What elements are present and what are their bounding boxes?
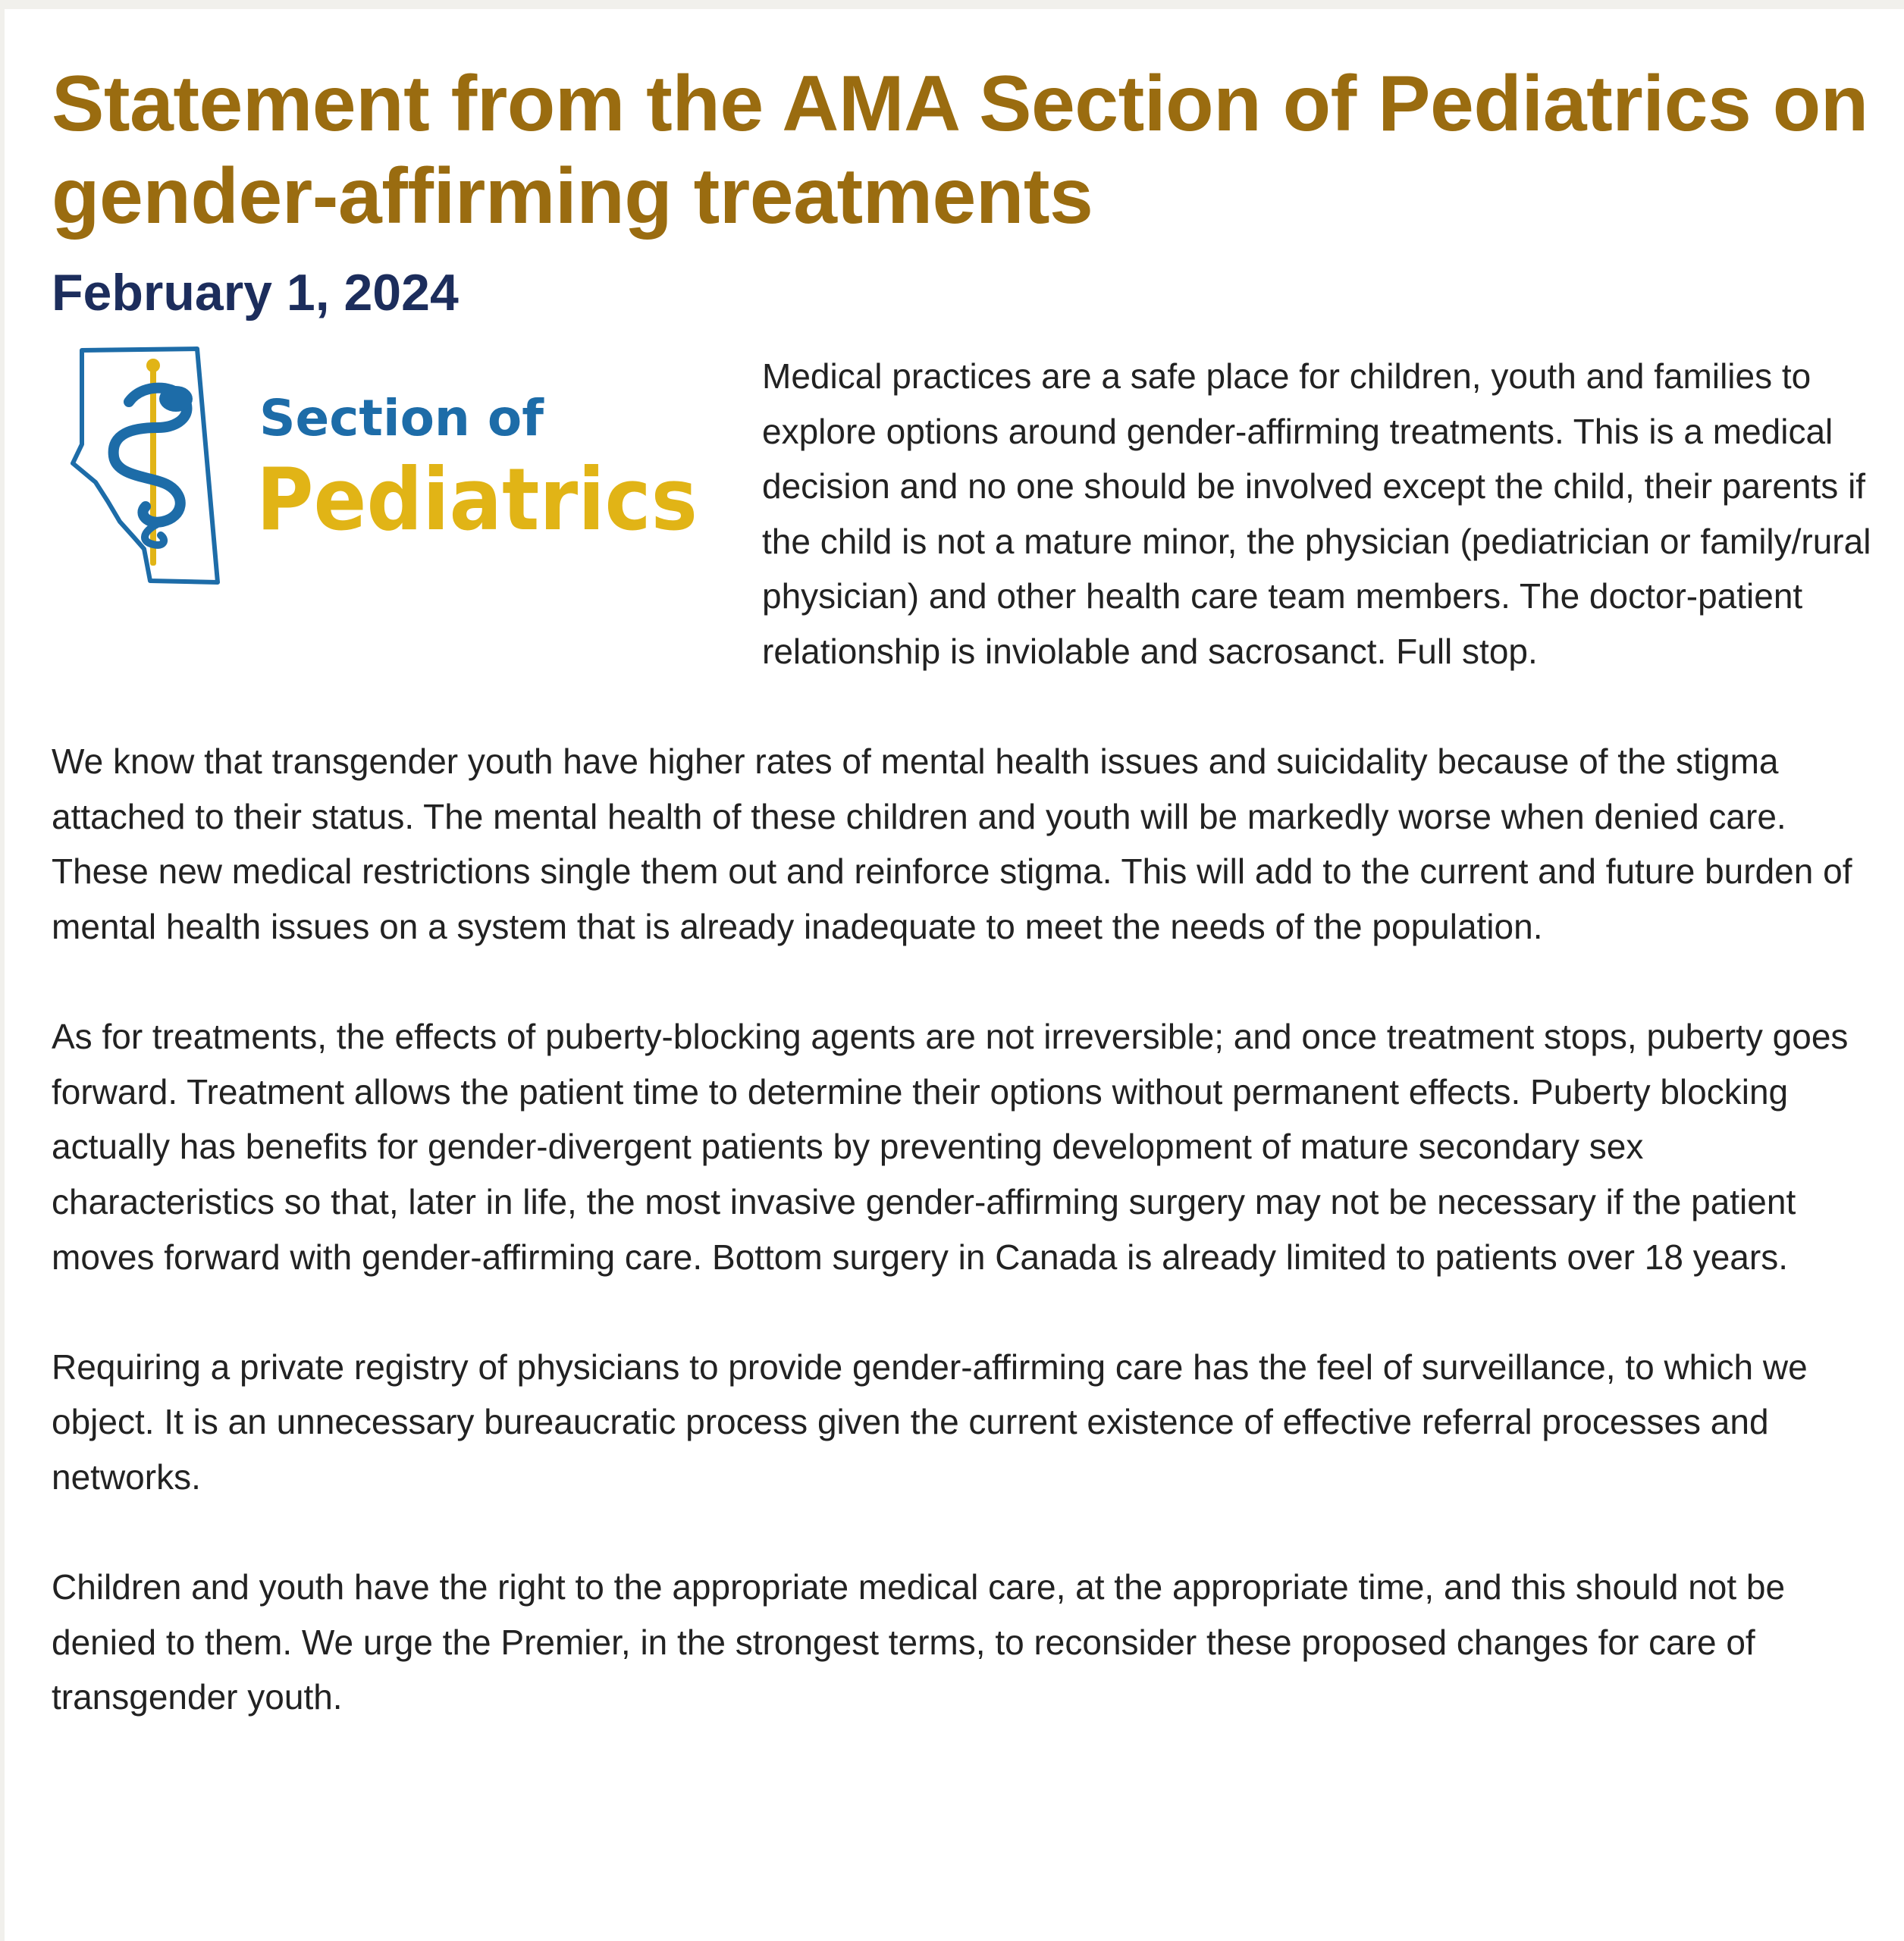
logo-spacer [52,349,762,676]
article-title: Statement from the AMA Section of Pediatrics on gender-affirming treatments [52,60,1868,240]
paragraph-2: We know that transgender youth have higher rates of mental health issues and suicidality because of the stigma attached to their status. The mental health of these children and youth will be markedly worse when denied care. These new medical restrictions single them out and reinforce stigma. This will add to the current and future burden of mental health issues on a system that is already inadequate to meet the needs of the population. [52,742,1852,946]
paragraph-4: Requiring a private registry of physicians to provide gender-affirming care has the feel of surveillance, to which we object. It is an unnecessary bureaucratic process given the current existence of effective referral processes and networks. [52,1347,1808,1497]
article-date: February 1, 2024 [52,264,459,321]
logo-text-pediatrics: Pediatrics [256,450,698,550]
top-border [0,0,1904,9]
logo-text-section-of: Section of [259,389,544,447]
paragraph-1: Medical practices are a safe place for children, youth and families to explore options around gender-affirming treatments. This is a medical decision and no one should be involved except the child, their parents if the child is not a mature minor, the physician (pediatrician or family/rural physician) and other health care team members. The doctor-patient relationship is inviolable and sacrosanct. Full stop. [762,356,1871,671]
article-body [52,349,1871,1725]
paragraph-3: As for treatments, the effects of puberty-blocking agents are not irreversible; and once treatment stops, puberty goes forward. Treatment allows the patient time to determine their options without permanent effects. Puberty blocking actually has benefits for gender-divergent patients by preventing development of mature secondary sex characteristics so that, later in life, the most invasive gender-affirming surgery may not be necessary if the patient moves forward with gender-affirming care. Bottom surgery in Canada is already limited to patients over 18 years. [52,1017,1849,1277]
left-border [0,0,5,1941]
paragraph-5: Children and youth have the right to the appropriate medical care, at the appropriate time, and this should not be denied to them. We urge the Premier, in the strongest terms, to reconsider these proposed changes for care of transgender youth. [52,1567,1786,1717]
